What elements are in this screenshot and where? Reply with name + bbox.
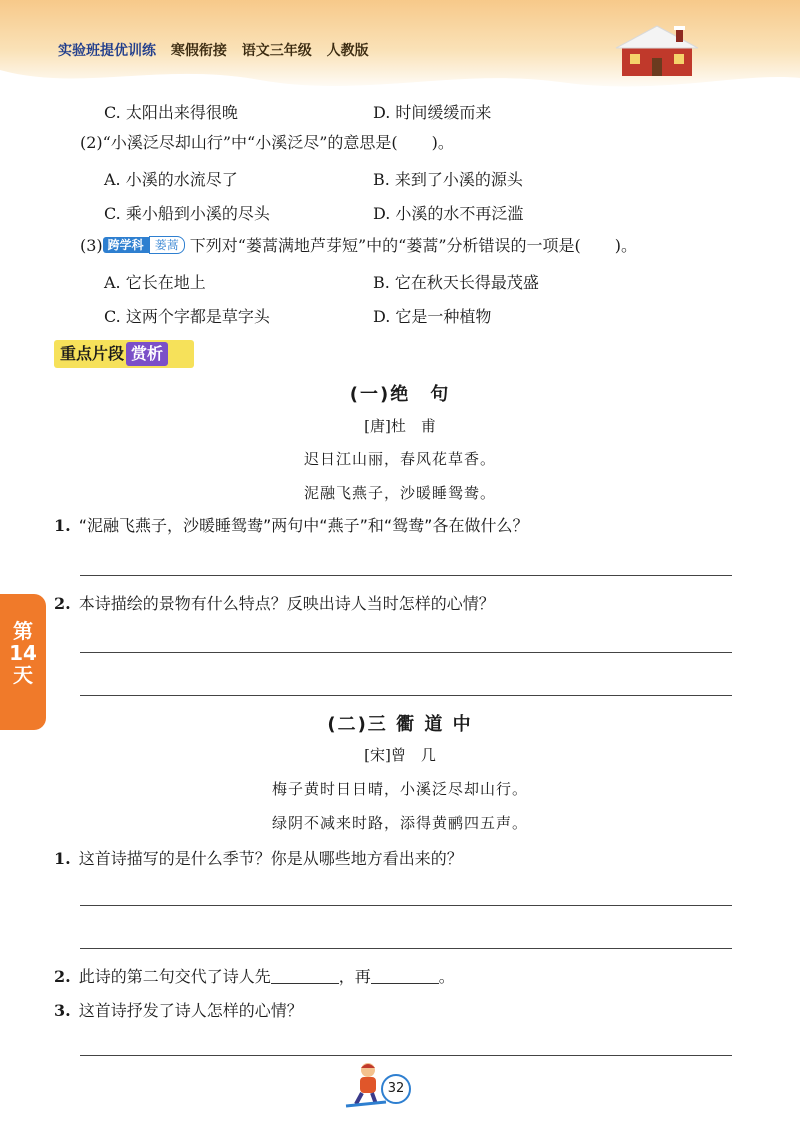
header-title (58, 40, 369, 60)
question-number: 2. (54, 967, 71, 986)
poem-1-author: [唐]杜 甫 (364, 417, 436, 435)
question-number: 3. (54, 1001, 71, 1020)
answer-line[interactable] (80, 652, 732, 653)
question-number: 2. (54, 594, 71, 613)
answer-line[interactable] (80, 575, 732, 576)
question-text: 本诗描绘的景物有什么特点？反映出诗人当时怎样的心情？ (78, 594, 495, 613)
q2-option-b: B. 来到了小溪的源头 (373, 170, 523, 189)
fill-blank-1[interactable] (271, 967, 339, 984)
poem-2-question-3 (54, 998, 303, 1021)
q2-option-d: D. 小溪的水不再泛滥 (373, 204, 524, 223)
poem-1-title: (一)绝 句 (349, 384, 451, 405)
q3-option-a: A. 它长在地上 (104, 273, 206, 292)
section-banner (54, 340, 194, 368)
option-c: C. 太阳出来得很晚 (104, 103, 238, 122)
question-3-text: 下列对“蒌蒿满地芦芽短”中的“蒌蒿”分析错误的一项是( (189, 236, 581, 255)
question-text: 此诗的第二句交代了诗人先 (78, 967, 271, 986)
q2-option-a: A. 小溪的水流尽了 (104, 170, 238, 189)
page-number: 32 (381, 1074, 411, 1104)
header-edition: 人教版 (326, 43, 369, 59)
question-3-stem (80, 236, 637, 256)
question-text: “泥融飞燕子，沙暖睡鸳鸯”两句中“燕子”和“鸳鸯”各在做什么？ (78, 516, 529, 535)
question-text: 这首诗描写的是什么季节？你是从哪些地方看出来的？ (78, 849, 463, 868)
poem-2-title: (二)三 衢 道 中 (327, 714, 473, 735)
answer-line[interactable] (80, 695, 732, 696)
poem-2-author: [宋]曾 几 (364, 746, 436, 764)
poem-1-line-2: 泥融飞燕子，沙暖睡鸳鸯。 (303, 484, 496, 502)
header-subject: 语文三年级 (241, 43, 312, 59)
q2-option-c: C. 乘小船到小溪的尽头 (104, 204, 270, 223)
q3-option-b: B. 它在秋天长得最茂盛 (373, 273, 539, 292)
poem-1-question-2 (54, 591, 495, 614)
question-number: 1. (54, 849, 71, 868)
topic-tag: 蒌蒿 (149, 236, 185, 254)
side-tab-day-suffix: 天 (13, 663, 33, 687)
question-2-text: (2)“小溪泛尽却山行”中“小溪泛尽”的意思是( (80, 133, 398, 152)
answer-line[interactable] (80, 905, 732, 906)
option-d: D. 时间缓缓而来 (373, 103, 492, 122)
fill-blank-2[interactable] (371, 967, 439, 984)
poem-2-line-2: 绿阴不减来时路，添得黄鹂四五声。 (271, 814, 528, 832)
snow-house-icon (612, 20, 702, 80)
answer-line[interactable] (80, 948, 732, 949)
header-series: 寒假衔接 (170, 43, 227, 59)
question-text: 这首诗抒发了诗人怎样的心情？ (78, 1001, 303, 1020)
answer-line[interactable] (80, 1055, 732, 1056)
question-text: ，再 (338, 967, 371, 986)
question-2-end: )。 (431, 133, 454, 152)
poem-1-line-1: 迟日江山丽，春风花草香。 (303, 450, 496, 468)
question-3-number: (3) (80, 236, 103, 255)
poem-2-line-1: 梅子黄时日日晴，小溪泛尽却山行。 (271, 780, 528, 798)
poem-2-question-2 (54, 964, 455, 987)
question-2-stem (80, 133, 454, 153)
section-label: 重点片段 (60, 344, 125, 363)
q3-option-d: D. 它是一种植物 (373, 307, 492, 326)
question-number: 1. (54, 516, 71, 535)
side-tab-day-prefix: 第 (13, 619, 33, 643)
q3-option-c: C. 这两个字都是草字头 (104, 307, 270, 326)
poem-1-question-1 (54, 513, 528, 536)
section-label-highlight: 赏析 (126, 342, 168, 366)
question-text: 。 (438, 967, 455, 986)
poem-2-question-1 (54, 846, 463, 869)
question-3-end: )。 (614, 236, 638, 255)
side-tab-day-number: 14 (9, 641, 37, 665)
cross-subject-tag: 跨学科 (103, 237, 149, 253)
header-brand: 实验班提优训练 (58, 43, 156, 59)
